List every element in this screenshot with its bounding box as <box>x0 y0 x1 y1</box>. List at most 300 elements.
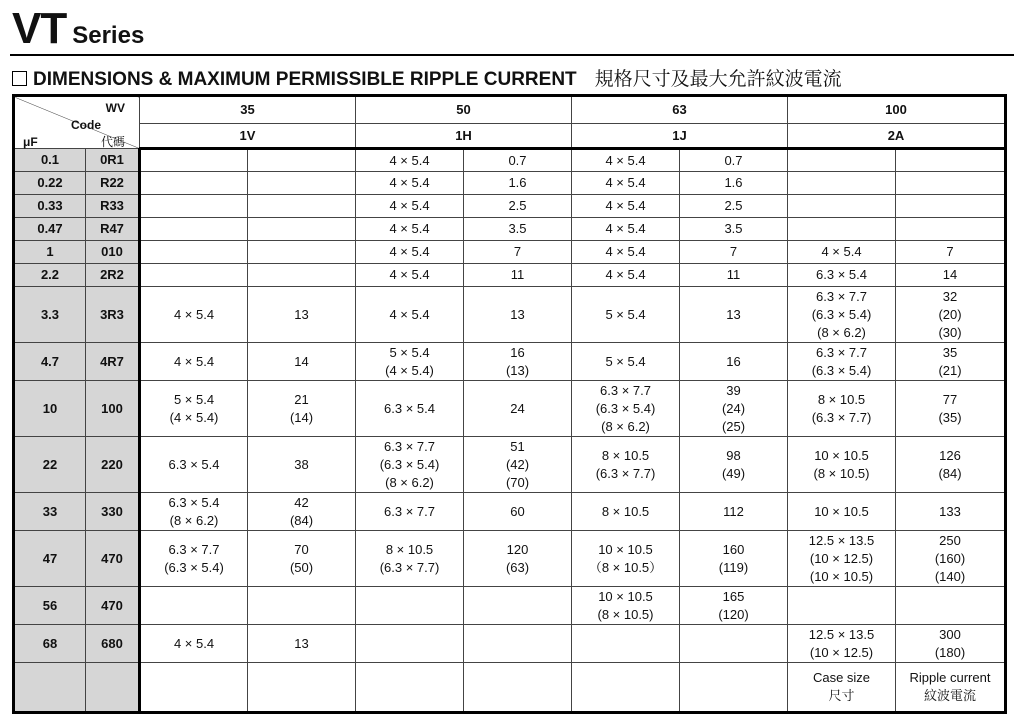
case-size-cell <box>572 381 680 437</box>
ripple-current-cell <box>464 531 572 587</box>
capacitance-cell: 10 <box>14 381 86 437</box>
ripple-current-cell <box>680 172 788 195</box>
case-size-cell <box>572 241 680 264</box>
case-size-line: 4 × 5.4 <box>605 175 646 190</box>
case-size-cell <box>788 241 896 264</box>
ripple-current-line: 1.6 <box>508 175 527 190</box>
ripple-current-cell <box>248 172 356 195</box>
ripple-current-line: 112 <box>723 503 744 519</box>
case-size-cell <box>788 218 896 241</box>
case-size-cell <box>356 531 464 587</box>
case-size-cell <box>356 587 464 625</box>
ripple-current-line: (84) <box>938 465 962 481</box>
capacitance-cell: 33 <box>14 493 86 531</box>
case-size-line: (6.3 × 5.4) <box>811 362 872 378</box>
ripple-current-cell <box>680 381 788 437</box>
case-size-cell <box>140 172 248 195</box>
ripple-current-cell <box>680 343 788 381</box>
table-row <box>14 381 1006 437</box>
legend-blank-code <box>86 663 140 713</box>
case-size-cell <box>356 149 464 172</box>
ripple-current-line: (160) <box>934 550 966 566</box>
ripple-current-line: (13) <box>505 362 530 378</box>
case-size-cell <box>356 241 464 264</box>
case-size-cell <box>140 195 248 218</box>
legend-case-size-zh: 尺寸 <box>828 688 855 703</box>
ripple-current-cell <box>248 437 356 493</box>
ripple-current-cell <box>248 264 356 287</box>
ripple-current-line: 32 <box>942 288 958 304</box>
case-size-line: 10 × 10.5 <box>598 588 653 604</box>
code-cell: 010 <box>86 241 140 264</box>
ripple-current-cell <box>896 172 1006 195</box>
section-heading-en: DIMENSIONS & MAXIMUM PERMISSIBLE RIPPLE CURRENT <box>33 69 577 90</box>
ripple-current-cell <box>680 264 788 287</box>
ripple-current-line: 35 <box>942 344 958 360</box>
ripple-current-cell <box>464 287 572 343</box>
case-size-line: (6.3 × 5.4) <box>379 456 440 472</box>
ripple-current-cell <box>896 587 1006 625</box>
case-size-line: 4 × 5.4 <box>173 635 215 651</box>
code-cell: 470 <box>86 587 140 625</box>
ripple-current-line: 13 <box>294 635 309 651</box>
case-size-line: 6.3 × 7.7 <box>384 438 435 454</box>
ripple-current-line: 7 <box>513 244 522 259</box>
case-size-line: 6.3 × 5.4 <box>816 267 867 282</box>
table-row <box>14 218 1006 241</box>
legend-case-size-en: Case size <box>812 670 871 685</box>
case-size-line: (6.3 × 7.7) <box>811 409 872 425</box>
case-size-line: 4 × 5.4 <box>389 175 430 190</box>
case-size-line: (8 × 6.2) <box>169 512 219 528</box>
ripple-current-cell <box>248 218 356 241</box>
ripple-current-line: 7 <box>946 244 954 259</box>
case-size-line: （8 × 10.5） <box>588 559 663 575</box>
capacitance-cell: 47 <box>14 531 86 587</box>
ripple-current-cell <box>248 381 356 437</box>
code-cell: 3R3 <box>86 287 140 343</box>
wv-35: 35 <box>140 96 356 124</box>
table-row <box>14 172 1006 195</box>
ripple-current-line: (63) <box>505 559 530 575</box>
ripple-current-line: (84) <box>289 512 314 528</box>
wv-50: 50 <box>356 96 572 124</box>
case-size-line: (10 × 12.5) <box>809 550 874 566</box>
code-1H: 1H <box>356 124 572 149</box>
legend-blank <box>140 663 248 713</box>
case-size-line: 5 × 5.4 <box>605 353 646 369</box>
ripple-current-line: (35) <box>938 409 962 425</box>
case-size-cell <box>356 625 464 663</box>
ripple-current-cell <box>680 195 788 218</box>
ripple-current-cell <box>248 493 356 531</box>
ripple-current-line: (119) <box>718 559 749 575</box>
ripple-current-cell <box>680 531 788 587</box>
ripple-current-cell <box>896 437 1006 493</box>
case-size-cell <box>140 625 248 663</box>
code-cell: 4R7 <box>86 343 140 381</box>
case-size-cell <box>788 531 896 587</box>
case-size-cell <box>788 149 896 172</box>
table-row <box>14 587 1006 625</box>
ripple-current-cell <box>464 218 572 241</box>
case-size-cell <box>356 287 464 343</box>
case-size-cell <box>572 218 680 241</box>
case-size-line: 4 × 5.4 <box>389 306 430 322</box>
case-size-line: (6.3 × 7.7) <box>595 465 656 481</box>
case-size-cell <box>788 264 896 287</box>
case-size-line: 4 × 5.4 <box>605 152 646 168</box>
case-size-line: (8 × 10.5) <box>597 606 654 622</box>
case-size-line: 8 × 10.5 <box>817 391 866 407</box>
corner-wv: WV <box>105 101 125 115</box>
case-size-line: 4 × 5.4 <box>605 198 646 213</box>
case-size-cell <box>356 343 464 381</box>
case-size-cell <box>356 195 464 218</box>
case-size-line: 5 × 5.4 <box>173 391 215 407</box>
ripple-current-line: 38 <box>294 456 309 472</box>
ripple-current-line: 24 <box>510 400 525 416</box>
case-size-cell <box>140 531 248 587</box>
section-heading-zh: 規格尺寸及最大允許紋波電流 <box>594 68 842 90</box>
ripple-current-cell <box>464 241 572 264</box>
case-size-cell <box>788 343 896 381</box>
case-size-cell <box>572 195 680 218</box>
case-size-cell <box>356 381 464 437</box>
corner-code-zh: 代碼 <box>100 135 125 149</box>
case-size-line: (8 × 6.2) <box>817 324 866 340</box>
ripple-current-line: (50) <box>289 559 314 575</box>
title-rule <box>10 54 1014 56</box>
capacitance-cell: 68 <box>14 625 86 663</box>
code-cell: 220 <box>86 437 140 493</box>
ripple-current-cell <box>680 493 788 531</box>
ripple-current-cell <box>464 149 572 172</box>
legend-case-size <box>788 663 896 713</box>
case-size-cell <box>788 287 896 343</box>
case-size-cell <box>140 241 248 264</box>
case-size-line: 6.3 × 5.4 <box>384 400 435 416</box>
case-size-line: 4 × 5.4 <box>605 244 646 259</box>
case-size-cell <box>140 218 248 241</box>
ripple-current-cell <box>896 493 1006 531</box>
case-size-cell <box>788 493 896 531</box>
ripple-current-cell <box>896 195 1006 218</box>
table-row <box>14 264 1006 287</box>
case-size-line: (4 × 5.4) <box>169 409 219 425</box>
case-size-line: 4 × 5.4 <box>821 244 862 259</box>
ripple-current-line: (30) <box>938 324 962 340</box>
ripple-current-cell <box>248 587 356 625</box>
code-cell: R33 <box>86 195 140 218</box>
case-size-line: 4 × 5.4 <box>605 221 646 236</box>
ripple-current-cell <box>896 218 1006 241</box>
legend-ripple-en: Ripple current <box>909 670 991 685</box>
case-size-line: 6.3 × 5.4 <box>168 456 220 472</box>
case-size-line: (6.3 × 5.4) <box>595 400 656 416</box>
case-size-cell <box>356 264 464 287</box>
case-size-cell <box>140 437 248 493</box>
ripple-current-line: 165 <box>722 588 745 604</box>
case-size-cell <box>788 625 896 663</box>
ripple-current-line: 1.6 <box>724 175 743 190</box>
case-size-line: 5 × 5.4 <box>389 344 430 360</box>
ripple-current-line: (42) <box>505 456 530 472</box>
case-size-line: 6.3 × 7.7 <box>816 344 867 360</box>
case-size-cell <box>572 343 680 381</box>
ripple-current-line: 250 <box>939 532 961 548</box>
ripple-current-line: (24) <box>721 400 746 416</box>
table-row <box>14 437 1006 493</box>
case-size-line: (8 × 6.2) <box>601 418 650 434</box>
legend-blank <box>680 663 788 713</box>
ripple-current-cell <box>464 343 572 381</box>
ripple-current-line: 77 <box>942 391 958 407</box>
case-size-cell <box>572 625 680 663</box>
case-size-cell <box>788 195 896 218</box>
ripple-current-cell <box>464 172 572 195</box>
case-size-cell <box>572 172 680 195</box>
ripple-current-cell <box>896 343 1006 381</box>
case-size-cell <box>356 218 464 241</box>
ripple-current-line: 42 <box>294 494 309 510</box>
ripple-current-line: (180) <box>934 644 966 660</box>
table-row <box>14 149 1006 172</box>
ripple-current-line: 14 <box>942 267 958 282</box>
case-size-cell <box>788 172 896 195</box>
code-cell: R22 <box>86 172 140 195</box>
case-size-cell <box>140 149 248 172</box>
code-cell: 470 <box>86 531 140 587</box>
table-row <box>14 287 1006 343</box>
case-size-cell <box>356 493 464 531</box>
case-size-cell <box>572 149 680 172</box>
corner-code: Code <box>71 118 101 132</box>
case-size-line: 4 × 5.4 <box>173 353 215 369</box>
code-cell: 0R1 <box>86 149 140 172</box>
legend-blank-uf <box>14 663 86 713</box>
ripple-current-line: 13 <box>294 306 309 322</box>
case-size-line: 12.5 × 13.5 <box>808 626 875 642</box>
ripple-current-cell <box>248 531 356 587</box>
ripple-current-line: 13 <box>726 306 741 322</box>
ripple-current-cell <box>680 625 788 663</box>
ripple-current-cell <box>464 625 572 663</box>
ripple-current-cell <box>464 493 572 531</box>
capacitance-cell: 0.22 <box>14 172 86 195</box>
ripple-current-line: 14 <box>294 353 309 369</box>
capacitance-cell: 56 <box>14 587 86 625</box>
ripple-current-cell <box>680 149 788 172</box>
table-row <box>14 241 1006 264</box>
code-1V: 1V <box>140 124 356 149</box>
ripple-current-line: 3.5 <box>508 221 527 236</box>
ripple-current-cell <box>896 531 1006 587</box>
ripple-current-cell <box>680 587 788 625</box>
ripple-current-cell <box>680 241 788 264</box>
ripple-current-cell <box>464 437 572 493</box>
ripple-current-line: (70) <box>505 474 530 490</box>
ripple-current-line: 133 <box>939 503 961 519</box>
case-size-line: 4 × 5.4 <box>389 221 430 236</box>
case-size-line: (6.3 × 5.4) <box>164 559 224 575</box>
ripple-current-line: 120 <box>506 541 529 557</box>
case-size-cell <box>572 531 680 587</box>
ripple-current-line: (140) <box>934 568 966 584</box>
case-size-cell <box>572 587 680 625</box>
legend-ripple-current <box>896 663 1006 713</box>
ripple-current-line: (20) <box>938 306 962 322</box>
case-size-cell <box>788 437 896 493</box>
code-cell: 680 <box>86 625 140 663</box>
case-size-line: (10 × 10.5) <box>809 568 874 584</box>
ripple-current-line: 0.7 <box>508 152 527 168</box>
case-size-cell <box>572 264 680 287</box>
ripple-current-line: 126 <box>939 447 961 463</box>
legend-row <box>14 663 1006 713</box>
case-size-line: 6.3 × 7.7 <box>168 541 220 557</box>
header-corner <box>14 96 140 149</box>
ripple-current-cell <box>464 381 572 437</box>
ripple-current-cell <box>896 625 1006 663</box>
legend-blank <box>356 663 464 713</box>
table-row <box>14 195 1006 218</box>
ripple-current-line: (120) <box>718 606 749 622</box>
table-row <box>14 493 1006 531</box>
ripple-current-line: 51 <box>510 438 525 454</box>
header-row-wv <box>14 96 1006 124</box>
ripple-current-cell <box>248 241 356 264</box>
case-size-line: 8 × 10.5 <box>385 541 434 557</box>
case-size-line: 10 × 10.5 <box>814 447 869 463</box>
ripple-current-line: 21 <box>294 391 309 407</box>
header-row-code <box>14 124 1006 149</box>
case-size-line: 8 × 10.5 <box>601 447 650 463</box>
ripple-current-cell <box>248 625 356 663</box>
case-size-line: 6.3 × 7.7 <box>384 503 435 519</box>
case-size-line: 6.3 × 7.7 <box>600 382 651 398</box>
corner-uf: μF <box>23 135 38 149</box>
case-size-cell <box>140 287 248 343</box>
capacitance-cell: 0.1 <box>14 149 86 172</box>
capacitance-cell: 0.33 <box>14 195 86 218</box>
ripple-current-cell <box>464 195 572 218</box>
ripple-current-cell <box>248 287 356 343</box>
ripple-current-line: (14) <box>289 409 314 425</box>
case-size-line: (8 × 6.2) <box>385 474 434 490</box>
ripple-current-cell <box>680 437 788 493</box>
checkbox-square-icon <box>12 71 27 86</box>
ripple-current-cell <box>896 381 1006 437</box>
ripple-current-cell <box>248 343 356 381</box>
case-size-line: (10 × 12.5) <box>809 644 874 660</box>
ripple-current-line: 70 <box>294 541 309 557</box>
case-size-cell <box>572 437 680 493</box>
case-size-cell <box>356 437 464 493</box>
series-label: Series <box>72 22 145 49</box>
ripple-current-line: 39 <box>726 382 741 398</box>
case-size-line: 4 × 5.4 <box>389 152 430 168</box>
ripple-current-line: 11 <box>726 267 741 282</box>
code-2A: 2A <box>788 124 1006 149</box>
series-title <box>12 4 144 54</box>
table-row <box>14 531 1006 587</box>
case-size-line: (8 × 10.5) <box>813 465 870 481</box>
ripple-current-cell <box>680 218 788 241</box>
ripple-current-line: 7 <box>729 244 738 259</box>
case-size-cell <box>140 343 248 381</box>
ripple-current-cell <box>464 587 572 625</box>
case-size-cell <box>572 287 680 343</box>
ripple-current-line: (25) <box>721 418 746 434</box>
code-cell: R47 <box>86 218 140 241</box>
ripple-current-cell <box>248 195 356 218</box>
case-size-line: 12.5 × 13.5 <box>808 532 875 548</box>
case-size-line: 10 × 10.5 <box>598 541 653 557</box>
case-size-line: 4 × 5.4 <box>173 306 215 322</box>
capacitance-cell: 3.3 <box>14 287 86 343</box>
wv-100: 100 <box>788 96 1006 124</box>
case-size-cell <box>572 493 680 531</box>
case-size-line: (4 × 5.4) <box>385 362 434 378</box>
legend-blank <box>572 663 680 713</box>
legend-blank <box>464 663 572 713</box>
case-size-cell <box>788 587 896 625</box>
case-size-line: (6.3 × 7.7) <box>379 559 440 575</box>
case-size-line: 8 × 10.5 <box>601 503 650 519</box>
ripple-current-line: 16 <box>510 344 525 360</box>
ripple-current-line: 13 <box>510 306 525 322</box>
case-size-cell <box>140 381 248 437</box>
ripple-current-line: 16 <box>726 353 741 369</box>
spec-table <box>12 94 1007 714</box>
case-size-line: 4 × 5.4 <box>389 267 430 282</box>
case-size-line: 6.3 × 5.4 <box>168 494 220 510</box>
case-size-line: 10 × 10.5 <box>814 503 869 519</box>
ripple-current-line: 3.5 <box>724 221 743 236</box>
case-size-line: 4 × 5.4 <box>389 244 430 259</box>
section-heading <box>12 64 842 91</box>
ripple-current-cell <box>248 149 356 172</box>
code-1J: 1J <box>572 124 788 149</box>
case-size-line: (6.3 × 5.4) <box>811 306 872 322</box>
wv-63: 63 <box>572 96 788 124</box>
ripple-current-line: (21) <box>938 362 962 378</box>
case-size-line: 5 × 5.4 <box>605 306 646 322</box>
ripple-current-line: 2.5 <box>724 198 743 213</box>
ripple-current-line: 160 <box>722 541 745 557</box>
capacitance-cell: 4.7 <box>14 343 86 381</box>
table-row <box>14 343 1006 381</box>
case-size-line: 6.3 × 7.7 <box>816 288 867 304</box>
case-size-line: 4 × 5.4 <box>605 267 646 282</box>
case-size-cell <box>356 172 464 195</box>
legend-ripple-zh: 紋波電流 <box>924 688 977 703</box>
case-size-cell <box>140 587 248 625</box>
ripple-current-cell <box>896 264 1006 287</box>
ripple-current-cell <box>896 287 1006 343</box>
ripple-current-line: (49) <box>721 465 746 481</box>
ripple-current-line: 0.7 <box>724 152 743 168</box>
capacitance-cell: 0.47 <box>14 218 86 241</box>
ripple-current-line: 60 <box>510 503 525 519</box>
ripple-current-line: 2.5 <box>508 198 527 213</box>
ripple-current-line: 11 <box>510 267 525 282</box>
case-size-cell <box>788 381 896 437</box>
case-size-line: 4 × 5.4 <box>389 198 430 213</box>
ripple-current-cell <box>464 264 572 287</box>
ripple-current-cell <box>896 149 1006 172</box>
